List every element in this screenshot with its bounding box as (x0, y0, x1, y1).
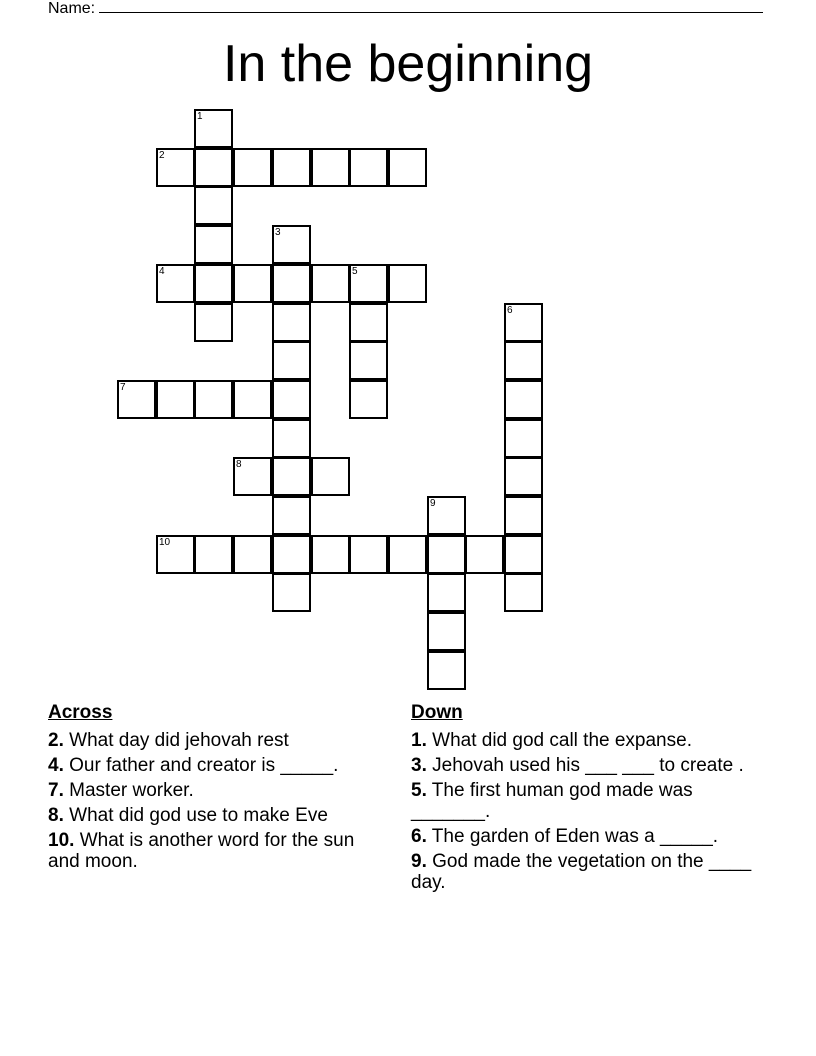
grid-cell[interactable] (194, 186, 233, 225)
clue-text: What is another word for the sun and moon. (48, 830, 355, 872)
grid-cell[interactable] (272, 457, 311, 496)
grid-cell[interactable] (194, 380, 233, 419)
cell-number: 3 (275, 227, 281, 238)
grid-cell[interactable] (194, 109, 233, 148)
grid-cell[interactable] (194, 535, 233, 574)
clue-across-7 (48, 780, 388, 801)
clue-across-8 (48, 805, 388, 826)
grid-cell[interactable] (349, 341, 388, 380)
grid-cell[interactable] (233, 457, 272, 496)
cell-number: 6 (507, 305, 513, 316)
grid-cell[interactable] (465, 535, 504, 574)
clue-text: The first human god made was _______. (411, 780, 693, 822)
name-label: Name: (48, 0, 96, 17)
grid-cell[interactable] (427, 535, 466, 574)
grid-cell[interactable] (427, 496, 466, 535)
grid-cell[interactable] (349, 303, 388, 342)
cell-number: 8 (236, 459, 242, 470)
clue-number: 6. (411, 826, 427, 847)
clue-across-4 (48, 755, 388, 776)
grid-cell[interactable] (349, 148, 388, 187)
grid-cell[interactable] (272, 303, 311, 342)
clue-text: What did god use to make Eve (69, 805, 328, 826)
grid-cell[interactable] (388, 264, 427, 303)
cell-number: 2 (159, 150, 165, 161)
grid-cell[interactable] (272, 148, 311, 187)
grid-cell[interactable] (117, 380, 156, 419)
grid-cell[interactable] (388, 535, 427, 574)
clue-text: Master worker. (69, 780, 194, 801)
clue-down-1 (411, 730, 761, 751)
grid-cell[interactable] (156, 535, 195, 574)
grid-cell[interactable] (504, 341, 543, 380)
grid-cell[interactable] (156, 380, 195, 419)
cell-number: 5 (352, 266, 358, 277)
grid-cell[interactable] (427, 651, 466, 690)
grid-cell[interactable] (311, 535, 350, 574)
grid-cell[interactable] (272, 225, 311, 264)
down-heading: Down (411, 702, 463, 723)
clue-number: 7. (48, 780, 64, 801)
down-clues (411, 702, 761, 897)
grid-cell[interactable] (272, 535, 311, 574)
clue-text: What did god call the expanse. (432, 730, 692, 751)
cell-number: 7 (120, 382, 126, 393)
clue-down-5 (411, 780, 761, 822)
grid-cell[interactable] (233, 264, 272, 303)
clue-down-6 (411, 826, 761, 847)
grid-cell[interactable] (233, 380, 272, 419)
grid-cell[interactable] (272, 419, 311, 458)
clue-number: 5. (411, 780, 427, 801)
across-heading: Across (48, 702, 113, 723)
clue-text: Our father and creator is _____. (69, 755, 339, 776)
grid-cell[interactable] (504, 303, 543, 342)
cell-number: 4 (159, 266, 165, 277)
grid-cell[interactable] (194, 303, 233, 342)
grid-cell[interactable] (194, 225, 233, 264)
clue-number: 4. (48, 755, 64, 776)
clue-down-3 (411, 755, 761, 776)
clue-text: God made the vegetation on the ____ day. (411, 851, 752, 893)
grid-cell[interactable] (272, 496, 311, 535)
grid-cell[interactable] (504, 535, 543, 574)
grid-cell[interactable] (194, 148, 233, 187)
grid-cell[interactable] (272, 573, 311, 612)
clue-number: 1. (411, 730, 427, 751)
grid-cell[interactable] (349, 380, 388, 419)
grid-cell[interactable] (311, 457, 350, 496)
clue-across-10 (48, 830, 388, 872)
cell-number: 1 (197, 111, 203, 122)
clue-down-9 (411, 851, 761, 893)
grid-cell[interactable] (233, 148, 272, 187)
clue-number: 2. (48, 730, 64, 751)
name-blank-line (99, 0, 763, 13)
grid-cell[interactable] (349, 264, 388, 303)
clue-number: 9. (411, 851, 427, 872)
grid-cell[interactable] (427, 573, 466, 612)
grid-cell[interactable] (504, 457, 543, 496)
grid-cell[interactable] (504, 573, 543, 612)
grid-cell[interactable] (156, 264, 195, 303)
grid-cell[interactable] (504, 419, 543, 458)
grid-cell[interactable] (156, 148, 195, 187)
grid-cell[interactable] (272, 380, 311, 419)
clue-text: Jehovah used his ___ ___ to create . (432, 755, 744, 776)
grid-cell[interactable] (233, 535, 272, 574)
grid-cell[interactable] (194, 264, 233, 303)
grid-cell[interactable] (311, 264, 350, 303)
clue-text: The garden of Eden was a _____. (431, 826, 719, 847)
clue-number: 10. (48, 830, 75, 851)
clue-across-2 (48, 730, 388, 751)
across-clues (48, 702, 388, 876)
grid-cell[interactable] (272, 264, 311, 303)
grid-cell[interactable] (311, 148, 350, 187)
grid-cell[interactable] (427, 612, 466, 651)
page-title: In the beginning (222, 35, 594, 93)
grid-cell[interactable] (388, 148, 427, 187)
grid-cell[interactable] (349, 535, 388, 574)
cell-number: 10 (159, 537, 171, 548)
grid-cell[interactable] (272, 341, 311, 380)
clue-number: 8. (48, 805, 64, 826)
grid-cell[interactable] (504, 496, 543, 535)
clue-number: 3. (411, 755, 427, 776)
grid-cell[interactable] (504, 380, 543, 419)
cell-number: 9 (430, 498, 436, 509)
name-field (48, 0, 763, 18)
clue-text: What day did jehovah rest (69, 730, 289, 751)
